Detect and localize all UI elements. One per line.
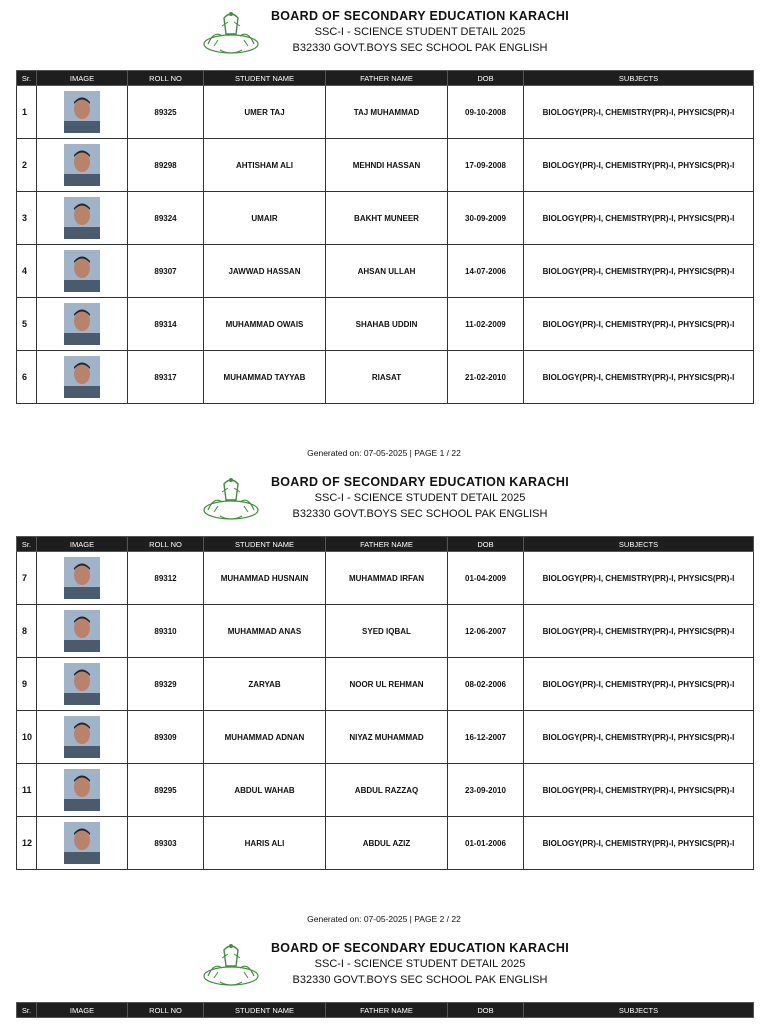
cell-father-name: RIASAT — [326, 351, 448, 404]
col-student-name: STUDENT NAME — [204, 1003, 326, 1018]
cell-father-name: SHAHAB UDDIN — [326, 298, 448, 351]
table-row — [17, 351, 754, 404]
cell-image — [37, 605, 128, 658]
cell-roll: 89298 — [128, 139, 204, 192]
cell-dob: 16-12-2007 — [448, 711, 524, 764]
student-photo — [64, 197, 100, 239]
cell-image — [37, 552, 128, 605]
table-row — [17, 711, 754, 764]
school-title: B32330 GOVT.BOYS SEC SCHOOL PAK ENGLISH — [292, 508, 548, 520]
col-image: IMAGE — [37, 537, 128, 552]
col-image: IMAGE — [37, 71, 128, 86]
student-photo — [64, 769, 100, 811]
page-header — [0, 932, 768, 998]
cell-dob: 01-04-2009 — [448, 552, 524, 605]
student-photo — [64, 557, 100, 599]
table-row — [17, 139, 754, 192]
table-row — [17, 245, 754, 298]
col-sr: Sr. — [17, 1003, 37, 1018]
cell-dob: 17-09-2008 — [448, 139, 524, 192]
cell-dob: 12-06-2007 — [448, 605, 524, 658]
cell-subjects: BIOLOGY(PR)-I, CHEMISTRY(PR)-I, PHYSICS(PR)-I — [524, 86, 754, 139]
cell-sr: 6 — [17, 351, 37, 404]
cell-student-name: UMAIR — [204, 192, 326, 245]
cell-sr: 5 — [17, 298, 37, 351]
page-header — [0, 466, 768, 532]
cell-subjects: BIOLOGY(PR)-I, CHEMISTRY(PR)-I, PHYSICS(PR)-I — [524, 245, 754, 298]
cell-subjects: BIOLOGY(PR)-I, CHEMISTRY(PR)-I, PHYSICS(PR)-I — [524, 711, 754, 764]
board-title: BOARD OF SECONDARY EDUCATION KARACHI — [270, 9, 570, 23]
table-header-row — [17, 71, 754, 86]
cell-subjects: BIOLOGY(PR)-I, CHEMISTRY(PR)-I, PHYSICS(PR)-I — [524, 351, 754, 404]
cell-roll: 89312 — [128, 552, 204, 605]
page-header — [0, 0, 768, 66]
cell-roll: 89317 — [128, 351, 204, 404]
cell-sr: 12 — [17, 817, 37, 870]
cell-father-name: TAJ MUHAMMAD — [326, 86, 448, 139]
cell-subjects: BIOLOGY(PR)-I, CHEMISTRY(PR)-I, PHYSICS(PR)-I — [524, 764, 754, 817]
table-row — [17, 605, 754, 658]
cell-student-name: MUHAMMAD HUSNAIN — [204, 552, 326, 605]
detail-title: SSC-I - SCIENCE STUDENT DETAIL 2025 — [314, 958, 526, 970]
col-father-name: FATHER NAME — [326, 1003, 448, 1018]
school-title: B32330 GOVT.BOYS SEC SCHOOL PAK ENGLISH — [292, 974, 548, 986]
table-row — [17, 764, 754, 817]
students-table — [16, 1002, 754, 1018]
cell-father-name: NIYAZ MUHAMMAD — [326, 711, 448, 764]
cell-roll: 89309 — [128, 711, 204, 764]
cell-image — [37, 711, 128, 764]
col-dob: DOB — [448, 537, 524, 552]
cell-sr: 4 — [17, 245, 37, 298]
cell-image — [37, 351, 128, 404]
page-footer: Generated on: 07-05-2025 | PAGE 2 / 22 — [307, 914, 461, 924]
cell-student-name: JAWWAD HASSAN — [204, 245, 326, 298]
cell-student-name: MUHAMMAD TAYYAB — [204, 351, 326, 404]
student-photo — [64, 250, 100, 292]
page-3 — [0, 932, 768, 1015]
cell-sr: 9 — [17, 658, 37, 711]
cell-father-name: ABDUL RAZZAQ — [326, 764, 448, 817]
students-table — [16, 70, 754, 404]
student-photo — [64, 303, 100, 345]
cell-roll: 89303 — [128, 817, 204, 870]
student-photo — [64, 822, 100, 864]
col-image: IMAGE — [37, 1003, 128, 1018]
cell-sr: 8 — [17, 605, 37, 658]
cell-roll: 89314 — [128, 298, 204, 351]
board-logo-icon — [200, 938, 262, 990]
col-student-name: STUDENT NAME — [204, 537, 326, 552]
board-logo-icon — [200, 6, 262, 58]
cell-roll: 89325 — [128, 86, 204, 139]
cell-dob: 01-01-2006 — [448, 817, 524, 870]
col-student-name: STUDENT NAME — [204, 71, 326, 86]
cell-dob: 14-07-2006 — [448, 245, 524, 298]
table-row — [17, 192, 754, 245]
col-subjects: SUBJECTS — [524, 537, 754, 552]
cell-subjects: BIOLOGY(PR)-I, CHEMISTRY(PR)-I, PHYSICS(PR)-I — [524, 192, 754, 245]
table-row — [17, 298, 754, 351]
col-father-name: FATHER NAME — [326, 71, 448, 86]
cell-image — [37, 86, 128, 139]
cell-father-name: SYED IQBAL — [326, 605, 448, 658]
cell-sr: 11 — [17, 764, 37, 817]
cell-roll: 89310 — [128, 605, 204, 658]
cell-image — [37, 298, 128, 351]
cell-dob: 23-09-2010 — [448, 764, 524, 817]
table-row — [17, 552, 754, 605]
cell-image — [37, 139, 128, 192]
school-title: B32330 GOVT.BOYS SEC SCHOOL PAK ENGLISH — [292, 42, 548, 54]
cell-sr: 3 — [17, 192, 37, 245]
table-row — [17, 658, 754, 711]
cell-sr: 7 — [17, 552, 37, 605]
cell-student-name: HARIS ALI — [204, 817, 326, 870]
cell-father-name: ABDUL AZIZ — [326, 817, 448, 870]
cell-student-name: ZARYAB — [204, 658, 326, 711]
cell-subjects: BIOLOGY(PR)-I, CHEMISTRY(PR)-I, PHYSICS(PR)-I — [524, 658, 754, 711]
student-photo — [64, 144, 100, 186]
col-father-name: FATHER NAME — [326, 537, 448, 552]
table-row — [17, 817, 754, 870]
cell-image — [37, 817, 128, 870]
cell-dob: 11-02-2009 — [448, 298, 524, 351]
cell-father-name: MUHAMMAD IRFAN — [326, 552, 448, 605]
cell-dob: 09-10-2008 — [448, 86, 524, 139]
cell-father-name: BAKHT MUNEER — [326, 192, 448, 245]
cell-student-name: AHTISHAM ALI — [204, 139, 326, 192]
cell-sr: 1 — [17, 86, 37, 139]
detail-title: SSC-I - SCIENCE STUDENT DETAIL 2025 — [314, 26, 526, 38]
table-row — [17, 86, 754, 139]
cell-roll: 89295 — [128, 764, 204, 817]
cell-subjects: BIOLOGY(PR)-I, CHEMISTRY(PR)-I, PHYSICS(PR)-I — [524, 605, 754, 658]
cell-subjects: BIOLOGY(PR)-I, CHEMISTRY(PR)-I, PHYSICS(PR)-I — [524, 552, 754, 605]
table-header-row — [17, 537, 754, 552]
student-photo — [64, 716, 100, 758]
cell-student-name: UMER TAJ — [204, 86, 326, 139]
page-footer: Generated on: 07-05-2025 | PAGE 1 / 22 — [307, 448, 461, 458]
student-photo — [64, 91, 100, 133]
cell-student-name: MUHAMMAD ANAS — [204, 605, 326, 658]
cell-father-name: AHSAN ULLAH — [326, 245, 448, 298]
cell-roll: 89324 — [128, 192, 204, 245]
board-title: BOARD OF SECONDARY EDUCATION KARACHI — [270, 941, 570, 955]
cell-sr: 10 — [17, 711, 37, 764]
col-subjects: SUBJECTS — [524, 1003, 754, 1018]
cell-sr: 2 — [17, 139, 37, 192]
col-roll: ROLL NO — [128, 71, 204, 86]
cell-student-name: MUHAMMAD ADNAN — [204, 711, 326, 764]
cell-student-name: MUHAMMAD OWAIS — [204, 298, 326, 351]
cell-dob: 30-09-2009 — [448, 192, 524, 245]
student-photo — [64, 663, 100, 705]
cell-roll: 89307 — [128, 245, 204, 298]
detail-title: SSC-I - SCIENCE STUDENT DETAIL 2025 — [314, 492, 526, 504]
board-logo-icon — [200, 472, 262, 524]
cell-subjects: BIOLOGY(PR)-I, CHEMISTRY(PR)-I, PHYSICS(PR)-I — [524, 139, 754, 192]
cell-student-name: ABDUL WAHAB — [204, 764, 326, 817]
col-roll: ROLL NO — [128, 537, 204, 552]
student-photo — [64, 356, 100, 398]
cell-subjects: BIOLOGY(PR)-I, CHEMISTRY(PR)-I, PHYSICS(PR)-I — [524, 817, 754, 870]
col-roll: ROLL NO — [128, 1003, 204, 1018]
cell-roll: 89329 — [128, 658, 204, 711]
col-dob: DOB — [448, 71, 524, 86]
cell-image — [37, 764, 128, 817]
cell-image — [37, 658, 128, 711]
cell-image — [37, 192, 128, 245]
col-dob: DOB — [448, 1003, 524, 1018]
cell-image — [37, 245, 128, 298]
cell-subjects: BIOLOGY(PR)-I, CHEMISTRY(PR)-I, PHYSICS(PR)-I — [524, 298, 754, 351]
col-sr: Sr. — [17, 537, 37, 552]
students-table — [16, 536, 754, 870]
cell-dob: 21-02-2010 — [448, 351, 524, 404]
col-sr: Sr. — [17, 71, 37, 86]
table-header-row — [17, 1003, 754, 1018]
page-2 — [0, 466, 768, 924]
page-1 — [0, 0, 768, 458]
cell-dob: 08-02-2006 — [448, 658, 524, 711]
cell-father-name: MEHNDI HASSAN — [326, 139, 448, 192]
board-title: BOARD OF SECONDARY EDUCATION KARACHI — [270, 475, 570, 489]
cell-father-name: NOOR UL REHMAN — [326, 658, 448, 711]
student-photo — [64, 610, 100, 652]
col-subjects: SUBJECTS — [524, 71, 754, 86]
